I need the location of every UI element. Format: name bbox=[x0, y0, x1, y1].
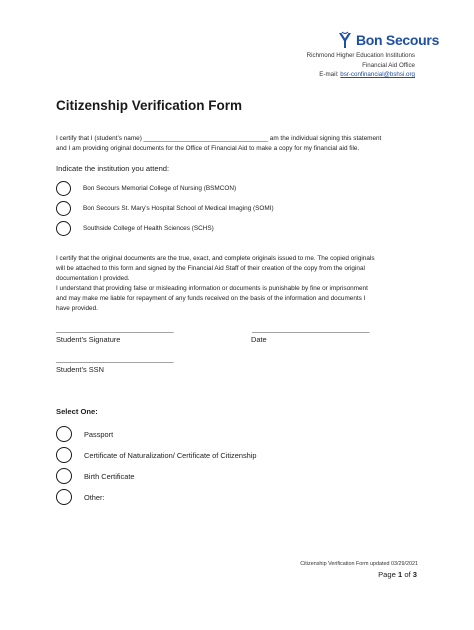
page-prefix: Page bbox=[378, 570, 398, 579]
document-label: Certificate of Naturalization/ Certificate of Citizenship bbox=[84, 450, 257, 460]
institution-option-bsmcon[interactable] bbox=[56, 181, 236, 196]
radio-button[interactable] bbox=[56, 201, 71, 216]
institution-label: Bon Secours St. Mary’s Hospital School of Medical Imaging (SOMI) bbox=[83, 205, 274, 212]
radio-button[interactable] bbox=[56, 468, 72, 484]
document-label: Birth Certificate bbox=[84, 471, 135, 481]
radio-button[interactable] bbox=[56, 426, 72, 442]
ssn-field[interactable]: ___________________________________ bbox=[56, 356, 174, 363]
radio-button[interactable] bbox=[56, 181, 71, 196]
signature-label: Student’s Signature bbox=[56, 335, 121, 344]
certification-statement bbox=[56, 254, 426, 314]
institution-prompt: Indicate the institution you attend: bbox=[56, 164, 170, 173]
statement-line: and may make me liable for repayment of any funds received on the basis of the information and documents I bbox=[56, 295, 366, 302]
org-name: Richmond Higher Education Institutions bbox=[306, 52, 415, 59]
document-option-birth-certificate[interactable] bbox=[56, 468, 135, 484]
page-number bbox=[378, 570, 417, 579]
institution-label: Bon Secours Memorial College of Nursing (BSMCON) bbox=[83, 185, 237, 192]
statement-line: I understand that providing false or misleading information or documents is punishable by fine or imprisonment bbox=[56, 285, 368, 292]
bon-secours-logo-icon bbox=[337, 31, 353, 49]
statement-line: I certify that the original documents are the true, exact, and complete originals issued to me. The copied originals bbox=[56, 255, 375, 262]
document-label: Passport bbox=[84, 429, 114, 439]
institution-option-schs[interactable] bbox=[56, 221, 214, 236]
page-total: 3 bbox=[412, 570, 417, 579]
brand-name: Bon Secours bbox=[356, 32, 440, 48]
ssn-label: Student’s SSN bbox=[56, 365, 104, 374]
document-option-other[interactable] bbox=[56, 489, 105, 505]
radio-button[interactable] bbox=[56, 447, 72, 463]
bon-secours-logo bbox=[337, 31, 439, 49]
document-type-prompt: Select One: bbox=[56, 407, 98, 416]
statement-line: documentation I provided. bbox=[56, 275, 130, 282]
certify-statement bbox=[56, 134, 426, 154]
radio-button[interactable] bbox=[56, 489, 72, 505]
office-name: Financial Aid Office bbox=[362, 61, 415, 69]
institution-option-somi[interactable] bbox=[56, 201, 274, 216]
certify-line-2: and I am providing original documents for the Office of Financial Aid to make a copy for my financial aid file. bbox=[56, 145, 360, 152]
radio-button[interactable] bbox=[56, 221, 71, 236]
signature-field[interactable]: ___________________________________ bbox=[56, 326, 174, 333]
email-link[interactable]: bsr-confinancial@bshsi.org bbox=[340, 71, 415, 78]
document-option-naturalization[interactable] bbox=[56, 447, 257, 463]
form-revision-date: Citizenship Verification Form updated 03/29/2021 bbox=[300, 561, 418, 567]
email-line bbox=[307, 70, 415, 80]
institution-label: Southside College of Health Sciences (SCHS) bbox=[83, 225, 214, 232]
statement-line: will be attached to this form and signed by the Financial Aid Staff of their creation of the copy from the original bbox=[56, 265, 365, 272]
email-label: E-mail: bbox=[319, 71, 341, 78]
page-of: of bbox=[402, 570, 413, 579]
office-address bbox=[307, 51, 415, 80]
statement-line: have provided. bbox=[56, 305, 98, 312]
form-title: Citizenship Verification Form bbox=[56, 98, 243, 113]
document-label: Other: bbox=[84, 492, 105, 502]
document-option-passport[interactable] bbox=[56, 426, 113, 442]
certify-line-1: I certify that I (student’s name) ___________________________________ am the individual signing this statement bbox=[56, 135, 382, 142]
date-field[interactable]: ___________________________________ bbox=[252, 326, 370, 333]
date-label: Date bbox=[251, 335, 267, 344]
page-current: 1 bbox=[397, 570, 403, 579]
